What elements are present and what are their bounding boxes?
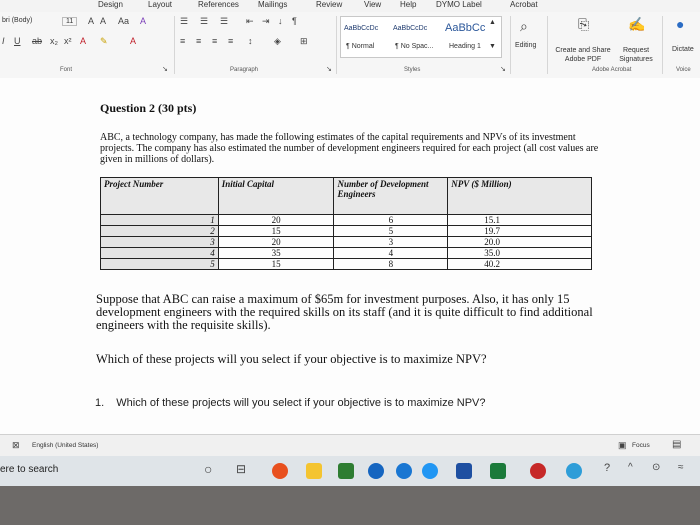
divider — [174, 16, 175, 74]
tab-acrobat[interactable]: Acrobat — [510, 0, 538, 9]
question-title: Question 2 (30 pts) — [100, 101, 197, 115]
cell-capital: 20 — [218, 215, 334, 226]
superscript-icon[interactable]: x² — [64, 36, 72, 46]
language-status[interactable]: English (United States) — [32, 442, 99, 449]
styles-group-label: Styles — [404, 67, 421, 73]
cell-npv: 40.2 — [448, 259, 592, 270]
proofing-icon[interactable]: ⊠ — [12, 440, 20, 450]
text-effects-icon[interactable]: A — [80, 36, 87, 46]
list-question-text: Which of these projects will you select if your objective is to maximize NPV? — [116, 397, 486, 409]
cell-engineers: 6 — [334, 215, 448, 226]
tab-help[interactable]: Help — [400, 0, 417, 9]
voice-group-label: Voice — [676, 67, 691, 73]
header-project-number: Project Number — [101, 178, 219, 215]
cell-engineers: 4 — [334, 248, 448, 259]
borders-icon[interactable]: ⊞ — [300, 36, 308, 46]
numbering-icon[interactable]: ☰ — [200, 16, 209, 26]
font-size-select[interactable]: 11 — [62, 17, 77, 26]
chrome-icon[interactable] — [368, 463, 384, 479]
cell-project: 5 — [101, 259, 219, 270]
table-row — [101, 237, 592, 248]
styles-dialog-launcher-icon[interactable]: ↘ — [500, 66, 506, 73]
create-share-pdf-button[interactable]: Create and Share Adobe PDF — [555, 47, 611, 63]
cell-npv: 20.0 — [448, 237, 592, 248]
decrease-indent-icon[interactable]: ⇤ — [246, 16, 254, 26]
cell-project: 1 — [101, 215, 219, 226]
cell-capital: 15 — [218, 226, 334, 237]
cell-project: 4 — [101, 248, 219, 259]
cell-npv: 35.0 — [448, 248, 592, 259]
search-icon[interactable]: ⌕ — [520, 18, 528, 34]
cell-engineers: 5 — [334, 226, 448, 237]
excel-icon[interactable] — [490, 463, 506, 479]
italic-icon[interactable]: I — [2, 36, 5, 46]
editing-button[interactable]: Editing — [515, 42, 537, 49]
cell-engineers: 3 — [334, 237, 448, 248]
tab-review[interactable]: Review — [316, 0, 343, 9]
edge-icon[interactable] — [396, 463, 412, 479]
cell-npv: 19.7 — [448, 226, 592, 237]
clear-formatting-icon[interactable]: A — [140, 16, 147, 26]
list-number: 1. — [95, 397, 105, 409]
taskbar-search-box[interactable]: ere to search — [0, 464, 59, 475]
volume-icon[interactable]: ≈ — [678, 462, 684, 473]
align-left-icon[interactable]: ≡ — [180, 36, 186, 46]
justify-icon[interactable]: ≡ — [228, 36, 234, 46]
read-mode-icon[interactable]: ▤ — [672, 439, 682, 450]
style-heading1-name: Heading 1 — [449, 43, 481, 50]
pdf-app-icon[interactable] — [530, 463, 546, 479]
paragraph-group-label: Paragraph — [230, 67, 259, 73]
focus-button[interactable]: Focus — [632, 442, 650, 449]
request-signatures-icon[interactable]: ✍ — [628, 16, 646, 32]
style-heading1-preview[interactable]: AaBbCc — [445, 22, 486, 34]
objective-question: Which of these projects will you select if your objective is to maximize NPV? — [96, 352, 487, 366]
styles-scroll-up-icon[interactable]: ▲ — [489, 19, 496, 26]
style-no-spacing-name: ¶ No Spac... — [395, 43, 434, 50]
font-color-icon[interactable]: A — [130, 36, 137, 46]
show-formatting-icon[interactable]: ¶ — [292, 16, 297, 26]
cell-capital: 15 — [218, 259, 334, 270]
font-name-select[interactable]: bri (Body) — [2, 17, 33, 24]
cell-capital: 20 — [218, 237, 334, 248]
table-row — [101, 215, 592, 226]
help-icon[interactable]: ? — [604, 462, 611, 474]
divider — [662, 16, 663, 74]
cell-npv: 15.1 — [448, 215, 592, 226]
align-right-icon[interactable]: ≡ — [212, 36, 218, 46]
header-initial-capital: Initial Capital — [218, 178, 334, 215]
table-header-row — [101, 178, 592, 215]
center-icon[interactable]: ≡ — [196, 36, 202, 46]
divider — [510, 16, 511, 74]
ribbon — [0, 12, 700, 79]
cell-project: 3 — [101, 237, 219, 248]
tab-dymo-label[interactable]: DYMO Label — [436, 0, 482, 9]
style-no-spacing-preview[interactable]: AaBbCcDc — [393, 25, 428, 32]
skype-icon[interactable] — [566, 463, 582, 479]
underline-icon[interactable]: U — [14, 36, 21, 46]
grow-font-icon[interactable]: A — [88, 16, 95, 26]
shading-icon[interactable]: ◈ — [274, 36, 281, 46]
network-icon[interactable]: ⊙ — [652, 462, 661, 473]
excel-app-icon[interactable] — [338, 463, 354, 479]
office-app-icon[interactable] — [272, 463, 288, 479]
divider — [547, 16, 548, 74]
table-row — [101, 248, 592, 259]
constraint-paragraph: Suppose that ABC can raise a maximum of $65m for investment purposes. Also, it has only 15 development engineers with the required skills on its staff (and it is quite difficult to find additional engineers with the requisite skills). — [96, 292, 593, 332]
numbered-question — [95, 397, 486, 409]
request-signatures-button[interactable]: Request Signatures — [619, 47, 653, 63]
task-view-icon[interactable]: ⊟ — [236, 462, 247, 476]
style-normal-name: ¶ Normal — [346, 43, 375, 50]
tab-mailings[interactable]: Mailings — [258, 0, 288, 9]
line-spacing-icon[interactable]: ↕ — [248, 36, 253, 46]
cell-project: 2 — [101, 226, 219, 237]
tray-chevron-icon[interactable]: ^ — [628, 462, 633, 473]
file-explorer-icon[interactable] — [306, 463, 322, 479]
create-pdf-icon[interactable]: ⎘ — [578, 16, 590, 32]
subscript-icon[interactable]: x₂ — [50, 36, 58, 46]
ribbon-tab-bar — [0, 0, 700, 12]
tab-references[interactable]: References — [198, 0, 239, 9]
monitor-bezel — [0, 486, 700, 525]
bullets-icon[interactable]: ☰ — [180, 16, 189, 26]
status-bar — [0, 434, 700, 457]
header-engineers: Number of Development Engineers — [334, 178, 448, 215]
sort-icon[interactable]: ↓ — [278, 16, 283, 26]
highlight-icon[interactable]: ✎ — [100, 36, 108, 46]
paragraph-dialog-launcher-icon[interactable]: ↘ — [326, 66, 332, 73]
adobe-acrobat-group-label: Adobe Acrobat — [592, 67, 632, 73]
projects-table — [100, 177, 592, 270]
dictate-button[interactable]: Dictate — [672, 46, 694, 53]
table-row — [101, 226, 592, 237]
tab-design[interactable]: Design — [98, 0, 123, 9]
style-normal-preview[interactable]: AaBbCcDc — [344, 25, 379, 32]
font-group-label: Font — [60, 67, 73, 73]
change-case-icon[interactable]: Aa — [118, 16, 130, 26]
font-dialog-launcher-icon[interactable]: ↘ — [162, 66, 168, 73]
table-row — [101, 259, 592, 270]
shrink-font-icon[interactable]: A — [100, 16, 107, 26]
styles-gallery[interactable] — [340, 16, 502, 58]
question-intro: ABC, a technology company, has made the following estimates of the capital requirements and NPVs of its investment projects. The company has also estimated the number of development engineers required for each project (all cost values are given in millions of dollars). — [100, 132, 599, 165]
tab-layout[interactable]: Layout — [148, 0, 173, 9]
styles-more-icon[interactable]: ▼ — [489, 43, 496, 50]
cortana-icon[interactable]: ○ — [204, 461, 213, 477]
multilevel-list-icon[interactable]: ☰ — [220, 16, 229, 26]
word-app-icon[interactable] — [456, 463, 472, 479]
tab-view[interactable]: View — [364, 0, 382, 9]
focus-icon[interactable]: ▣ — [618, 440, 627, 450]
strikethrough-icon[interactable]: ab — [32, 36, 43, 46]
cell-engineers: 8 — [334, 259, 448, 270]
divider — [336, 16, 337, 74]
increase-indent-icon[interactable]: ⇥ — [262, 16, 270, 26]
ie-icon[interactable] — [422, 463, 438, 479]
header-npv: NPV ($ Million) — [448, 178, 592, 215]
microphone-icon[interactable]: ● — [676, 16, 685, 32]
cell-capital: 35 — [218, 248, 334, 259]
